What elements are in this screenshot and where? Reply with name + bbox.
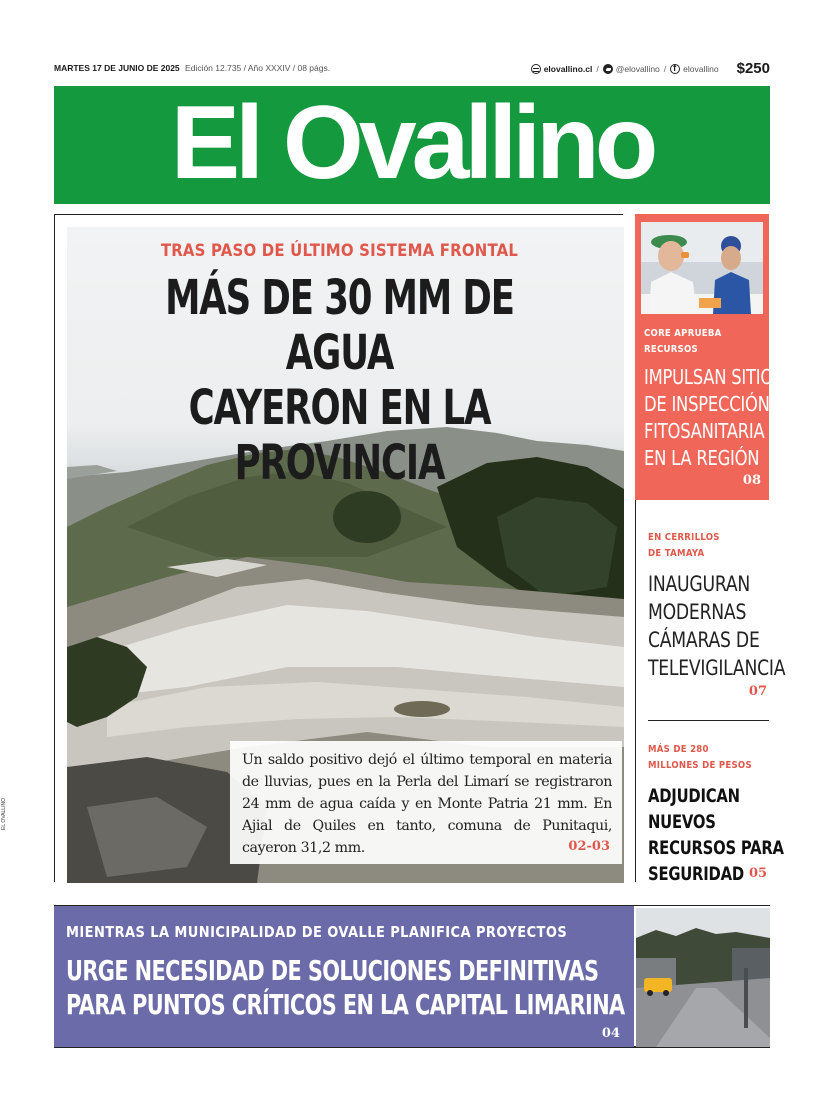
title-line: SEGURIDAD bbox=[648, 863, 744, 885]
bottom-story-panel bbox=[54, 906, 634, 1047]
headline-line: CAYERON EN LA PROVINCIA bbox=[188, 380, 491, 491]
masthead bbox=[54, 86, 770, 204]
title-line: MODERNAS bbox=[648, 600, 747, 624]
inspection-photo bbox=[641, 222, 763, 314]
twitter-icon bbox=[603, 64, 613, 74]
kicker-line: EN CERRILLOS bbox=[648, 532, 720, 543]
kicker-line: MILLONES DE PESOS bbox=[648, 760, 752, 771]
title-line: NUEVOS bbox=[648, 811, 716, 833]
main-story[interactable] bbox=[54, 214, 623, 882]
separator: / bbox=[663, 63, 667, 74]
page-reference: 04 bbox=[601, 1026, 620, 1041]
title-line: DE INSPECCIÓN bbox=[644, 392, 770, 416]
sidebar-kicker bbox=[648, 742, 752, 774]
kicker-line: RECURSOS bbox=[644, 344, 698, 355]
facebook-handle[interactable]: elovallino bbox=[683, 63, 719, 74]
kicker-line: DE TAMAYA bbox=[648, 548, 705, 559]
sidebar-story-3[interactable] bbox=[635, 722, 784, 885]
divider bbox=[648, 720, 769, 721]
issue-info bbox=[54, 63, 330, 73]
sidebar-title bbox=[644, 364, 773, 472]
bottom-story[interactable] bbox=[54, 905, 770, 1048]
headline-line: PARA PUNTOS CRÍTICOS EN LA CAPITAL LIMARINA bbox=[66, 988, 625, 1021]
sidebar-kicker bbox=[644, 326, 722, 358]
sidebar-kicker bbox=[648, 530, 720, 562]
headline-line: URGE NECESIDAD DE SOLUCIONES DEFINITIVAS bbox=[66, 954, 599, 987]
title-line: FITOSANITARIA bbox=[644, 419, 765, 443]
twitter-handle[interactable]: @elovallino bbox=[615, 63, 660, 74]
sidebar-title bbox=[648, 570, 785, 682]
kicker-line: MÁS DE 280 bbox=[648, 744, 709, 755]
price: $250 bbox=[736, 60, 770, 77]
newspaper-logo: El Ovallino bbox=[170, 85, 654, 201]
lead-box bbox=[230, 741, 622, 864]
edition-info: Edición 12.735 / Año XXXIV / 08 págs. bbox=[185, 63, 331, 73]
inspection-photo-illustration bbox=[641, 222, 763, 314]
title-line: INAUGURAN bbox=[648, 572, 751, 596]
website-link[interactable]: elovallino.cl bbox=[543, 63, 593, 74]
street-photo bbox=[636, 908, 770, 1047]
street-photo-illustration bbox=[636, 908, 770, 1047]
title-line: TELEVIGILANCIA bbox=[648, 656, 786, 680]
page-reference: 02-03 bbox=[568, 839, 610, 854]
title-line: ADJUDICAN bbox=[648, 785, 740, 807]
separator: / bbox=[596, 63, 599, 74]
title-line: RECURSOS PARA bbox=[648, 837, 784, 859]
globe-icon bbox=[531, 64, 541, 74]
main-headline[interactable] bbox=[129, 271, 550, 491]
issue-date: MARTES 17 DE JUNIO DE 2025 bbox=[54, 63, 180, 73]
headline-line: MÁS DE 30 MM DE AGUA bbox=[165, 270, 514, 381]
bottom-kicker: MIENTRAS LA MUNICIPALIDAD DE OVALLE PLANIFICA PROYECTOS bbox=[66, 923, 568, 941]
page-reference: 08 bbox=[742, 473, 761, 488]
page-reference: 07 bbox=[748, 684, 767, 699]
sidebar-story-2[interactable] bbox=[635, 500, 786, 722]
title-line: IMPULSAN SITIO bbox=[644, 365, 774, 389]
title-line: CÁMARAS DE bbox=[648, 628, 760, 652]
main-kicker: TRAS PASO DE ÚLTIMO SISTEMA FRONTAL bbox=[160, 241, 519, 261]
photo-credit: EL OVALLINO bbox=[1, 798, 7, 830]
bottom-headline bbox=[66, 954, 625, 1022]
facebook-icon bbox=[670, 64, 680, 74]
kicker-line: CORE APRUEBA bbox=[644, 328, 722, 339]
top-bar bbox=[54, 60, 770, 76]
lead-text: Un saldo positivo dejó el último temporal en materia de lluvias, pues en la Perla del Limarí se registraron 24 mm de agua caída y en Monte Patria 21 mm. En Ajial de Quiles en tanto, comuna de Punitaqui, cayeron 31,2 mm. bbox=[242, 752, 612, 856]
page-reference: 05 bbox=[749, 866, 768, 881]
title-line: EN LA REGIÓN bbox=[644, 446, 760, 470]
contact-info bbox=[531, 60, 770, 77]
sidebar-story-1[interactable] bbox=[635, 214, 774, 500]
